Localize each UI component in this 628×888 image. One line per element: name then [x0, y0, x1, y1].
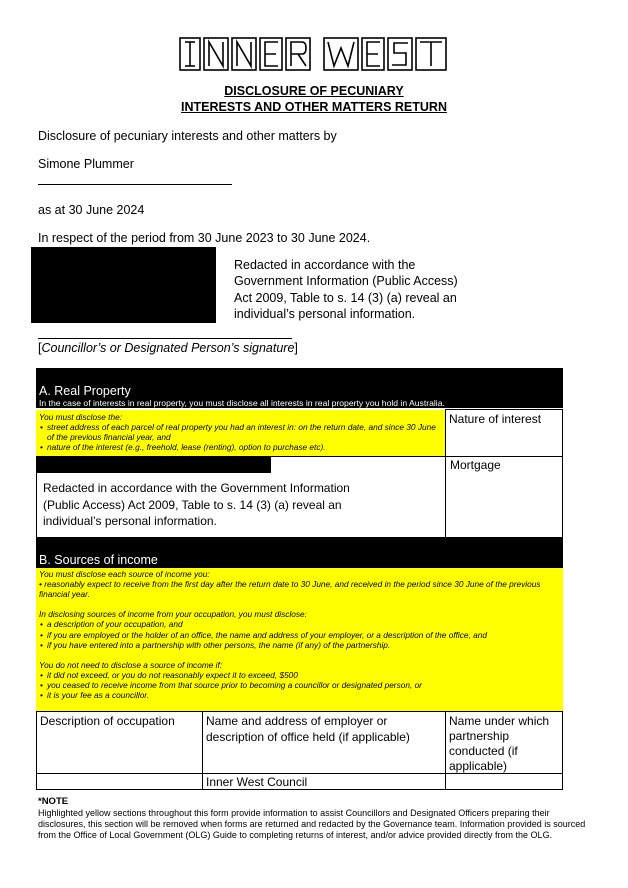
svg-text:INNER WEST: INNER WEST — [178, 36, 185, 37]
section-a-guidance-item: • nature of the interest (e.g., freehold, lease (renting), option to purchase etc). — [39, 442, 442, 452]
section-b-exemption-item: • it did not exceed, or you do not reasonably expect it to exceed, $500 — [39, 670, 560, 680]
col-partnership-label: Name under which partnership conducted (if applicable) — [449, 714, 550, 773]
col-employer-label: Name and address of employer or description of office held (if applicable) — [206, 714, 410, 744]
col-nature-of-interest — [445, 409, 563, 457]
section-b-exemption-item: • it is your fee as a councillor. — [39, 690, 560, 700]
inner-west-logo — [178, 36, 450, 72]
col-employer — [202, 711, 446, 774]
col-occupation — [36, 711, 203, 774]
disclosure-by-label: Disclosure of pecuniary interests and other matters by — [38, 129, 337, 143]
section-a-guidance-head: You must disclose the: — [39, 412, 123, 422]
reporting-period: In respect of the period from 30 June 2023 to 30 June 2024. — [38, 231, 371, 245]
occupation-cell — [36, 773, 203, 790]
section-b-guidance: You must disclose each source of income you: • reasonably expect to receive from the first day after the return date to 30 June, and received in the period since 30 June of the previous financial year. In disclosing sources of income from your occupation, you must disclose: • a description of your occupation, and • if you are employed or the holder of an office, the name and address of your employer, or a description of the office, and • if you have entered into a partnership with other persons, the name (if any) of the partnership. You do not need to disclose a source of income if: • it did not exceed, or you do not reasonably expect it to exceed, $500 • you ceased to receive income from that source prior to becoming a councillor or designated person, or • it is your fee as a councillor. — [36, 568, 563, 712]
section-b-guidance-head: You must disclose each source of income you: — [39, 569, 210, 579]
signature-label-text: Councillor’s or Designated Person’s signature — [41, 341, 295, 355]
section-a-guidance — [36, 410, 445, 456]
section-b-exemption-item: • you ceased to receive income from that source prior to becoming a councillor or designated person, or — [39, 680, 560, 690]
redaction-notice: Redacted in accordance with the Government Information (Public Access) Act 2009, Table to s. 14 (3) (a) reveal an individual’s personal information. — [234, 258, 458, 321]
section-b-occupation-item: • a description of your occupation, and — [39, 619, 560, 629]
section-a-guidance-item: • street address of each parcel of real property you had an interest in: on the return date, and since 30 June of the previous financial year, and — [39, 422, 442, 442]
person-name: Simone Plummer — [38, 157, 134, 171]
section-b-exemption-head: You do not need to disclose a source of income if: — [39, 659, 223, 670]
section-a-title: A. Real Property — [39, 384, 131, 398]
property-redaction-notice: Redacted in accordance with the Government Information (Public Access) Act 2009, Table to s. 14 (3) (a) reveal an individual’s personal information. — [43, 481, 350, 529]
section-b-occupation-head: In disclosing sources of income from your occupation, you must disclose: — [39, 609, 307, 620]
employer-value: Inner West Council — [206, 775, 308, 789]
redacted-signature-block — [31, 247, 216, 323]
section-a-header — [36, 368, 563, 408]
partnership-cell — [445, 773, 563, 790]
employer-cell — [202, 773, 446, 790]
note-text: Highlighted yellow sections throughout this form provide information to assist Councillors and Designated Officers preparing their disclosures, this section will be removed when forms are returned and redacted by the Governance team. Information provided is sourced from the Office of Local Government (OLG) Guide to completing returns of interest, and/or advice provided directly from the OLG. — [38, 808, 586, 840]
form-title-line-1: DISCLOSURE OF PECUNIARY — [224, 84, 404, 98]
redacted-property-address — [36, 457, 271, 473]
signature-line — [38, 338, 292, 339]
section-b-header — [36, 538, 563, 568]
note-title: *NOTE — [38, 796, 69, 807]
signature-label: [Councillor’s or Designated Person’s signature] — [38, 341, 298, 355]
nature-of-interest-value: Mortgage — [450, 458, 501, 472]
section-b-title: B. Sources of income — [39, 553, 158, 567]
name-underline — [38, 184, 232, 185]
col-partnership — [445, 711, 563, 774]
section-b-occupation-item: • if you are employed or the holder of an office, the name and address of your employer, or a description of the office, and — [39, 630, 560, 640]
as-at-date: as at 30 June 2024 — [38, 203, 145, 217]
col-nature-label: Nature of interest — [449, 412, 542, 426]
section-b-occupation-item: • if you have entered into a partnership with other persons, the name (if any) of the partnership. — [39, 640, 560, 650]
col-occupation-label: Description of occupation — [40, 714, 175, 728]
section-a-subtitle: In the case of interests in real property, you must disclose all interests in real property you hold in Australia. — [39, 398, 445, 408]
section-b-guidance-p1: reasonably expect to receive from the first day after the return date to 30 June, and received in the period since 30 June of the previous financial year. — [39, 579, 541, 600]
nature-of-interest-cell — [445, 456, 563, 538]
form-title-line-2: INTERESTS AND OTHER MATTERS RETURN — [181, 100, 447, 114]
